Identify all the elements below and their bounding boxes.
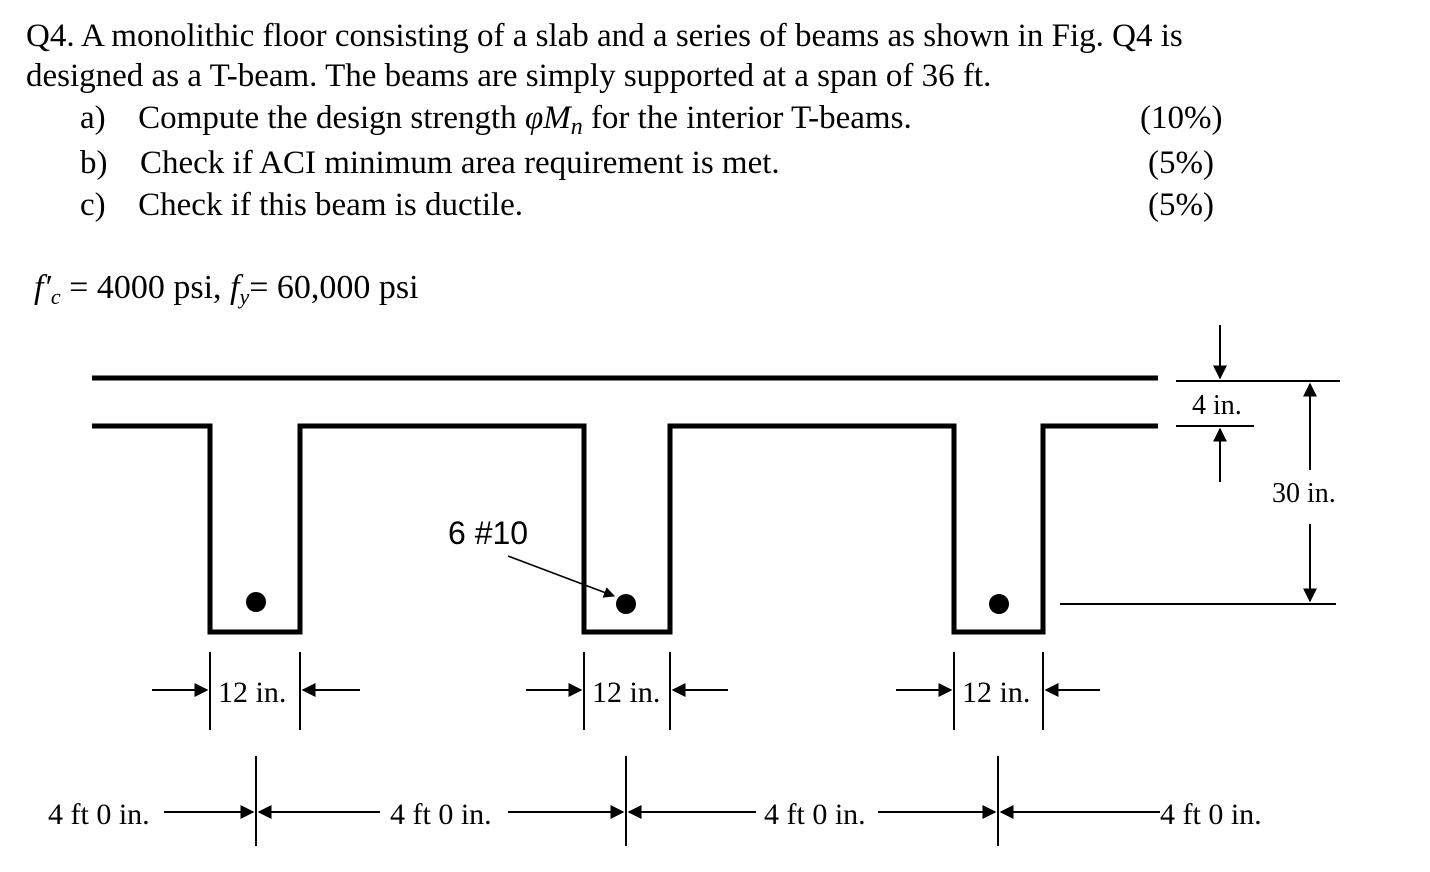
spacing-label-4: 4 ft 0 in. [1160,798,1262,831]
rebar-dot-right [989,594,1009,614]
web-width-dim-right [896,652,1100,730]
spacing-label-1: 4 ft 0 in. [48,798,150,831]
fy-value: = 60,000 psi [249,269,419,306]
part-c-points: (5%) [1148,187,1214,223]
part-a-text-post: for the interior T-beams. [582,100,912,136]
fc-subscript: c [50,284,61,309]
question-line-2: designed as a T-beam. The beams are simply supported at a span of 36 ft. [26,58,992,94]
part-a-label: a) [80,100,106,136]
slab-thickness-label: 4 in. [1192,390,1242,421]
part-b-text: Check if ACI minimum area requirement is met. [140,145,780,181]
rebar-dot-left [246,592,266,612]
part-c-text: Check if this beam is ductile. [138,187,524,223]
spacing-label-2: 4 ft 0 in. [390,798,492,831]
spacing-label-3: 4 ft 0 in. [764,798,866,831]
part-a-subscript: n [570,114,583,140]
part-c-label: c) [80,187,106,223]
web-width-label-left: 12 in. [218,676,287,709]
fy-subscript: y [239,284,250,309]
web-width-label-right: 12 in. [962,676,1031,709]
spacing-dims [48,756,1262,846]
web-width-label-center: 12 in. [592,676,661,709]
part-a-points: (10%) [1140,100,1223,136]
part-b-label: b) [80,145,108,181]
fc-value: = 4000 psi, [60,269,231,306]
rebar-label: 6 #10 [448,515,529,551]
total-depth-label: 30 in. [1272,478,1336,509]
rebar-dot-center [616,594,636,614]
fy-symbol: f [230,269,240,306]
part-a-text-pre: Compute the design strength [138,100,525,136]
question-line-1: Q4. A monolithic floor consisting of a slab and a series of beams as shown in Fig. Q4 is [26,18,1183,54]
web-width-dim-left [152,652,360,730]
part-b-points: (5%) [1148,145,1214,181]
rebar-leader-arrow [508,556,614,596]
fc-symbol: f′ [34,269,51,306]
web-width-dim-center [526,652,728,730]
part-a-symbol: φM [524,100,571,136]
